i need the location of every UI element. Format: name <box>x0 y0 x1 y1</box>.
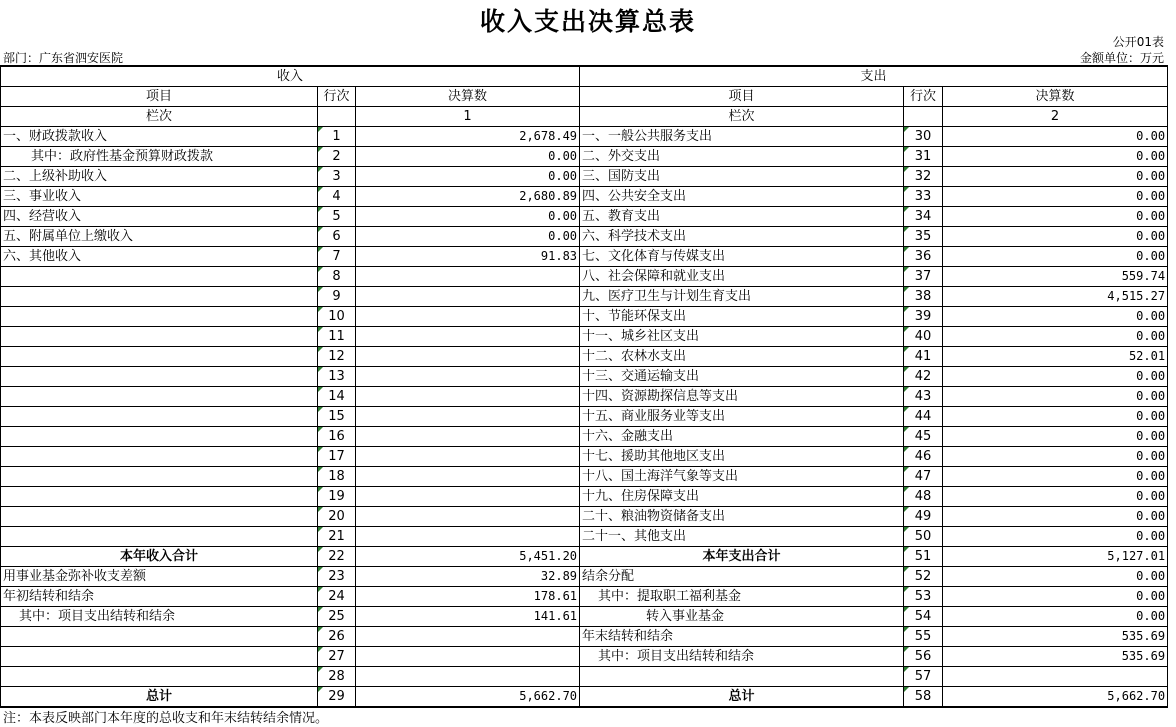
income-item-label <box>1 367 318 387</box>
line-header-right: 行次 <box>904 87 943 107</box>
income-line-number: 23 <box>318 567 356 587</box>
table-row <box>1 547 1168 567</box>
expense-item-label: 十四、资源勘探信息等支出 <box>580 387 904 407</box>
table-row <box>1 327 1168 347</box>
income-line-number: 26 <box>318 627 356 647</box>
expense-line-number: 39 <box>904 307 943 327</box>
table-row <box>1 147 1168 167</box>
table-row <box>1 367 1168 387</box>
expense-item-label: 六、科学技术支出 <box>580 227 904 247</box>
income-line-number: 19 <box>318 487 356 507</box>
expense-line-number: 41 <box>904 347 943 367</box>
table-row <box>1 187 1168 207</box>
income-item-label <box>1 307 318 327</box>
expense-line-number: 35 <box>904 227 943 247</box>
amount-header-left: 决算数 <box>356 87 580 107</box>
table-row <box>1 627 1168 647</box>
item-header-right: 项目 <box>580 87 904 107</box>
expense-item-label: 三、国防支出 <box>580 167 904 187</box>
expense-header: 支出 <box>580 66 1168 87</box>
expense-amount: 535.69 <box>943 647 1168 667</box>
expense-item-label: 二、外交支出 <box>580 147 904 167</box>
expense-amount: 0.00 <box>943 427 1168 447</box>
expense-amount: 0.00 <box>943 147 1168 167</box>
income-item-label <box>1 487 318 507</box>
income-line-number: 11 <box>318 327 356 347</box>
expense-amount: 0.00 <box>943 247 1168 267</box>
income-line-number: 14 <box>318 387 356 407</box>
expense-line-number: 51 <box>904 547 943 567</box>
income-amount <box>356 527 580 547</box>
income-amount <box>356 387 580 407</box>
income-amount <box>356 347 580 367</box>
footnote: 注：本表反映部门本年度的总收支和年末结转结余情况。 <box>3 711 329 726</box>
table-row <box>1 407 1168 427</box>
expense-amount: 0.00 <box>943 487 1168 507</box>
income-item-label <box>1 447 318 467</box>
income-line-number: 5 <box>318 207 356 227</box>
expense-amount: 0.00 <box>943 527 1168 547</box>
income-amount: 0.00 <box>356 167 580 187</box>
income-line-number: 9 <box>318 287 356 307</box>
expense-line-number: 40 <box>904 327 943 347</box>
expense-amount: 0.00 <box>943 467 1168 487</box>
expense-amount: 535.69 <box>943 627 1168 647</box>
table-row <box>1 567 1168 587</box>
expense-item-label: 八、社会保障和就业支出 <box>580 267 904 287</box>
expense-amount: 0.00 <box>943 507 1168 527</box>
expense-line-number: 48 <box>904 487 943 507</box>
income-amount <box>356 507 580 527</box>
expense-item-label: 结余分配 <box>580 567 904 587</box>
expense-amount: 0.00 <box>943 307 1168 327</box>
income-amount: 5,451.20 <box>356 547 580 567</box>
income-line-number: 20 <box>318 507 356 527</box>
expense-line-number: 58 <box>904 687 943 708</box>
expense-line-number: 34 <box>904 207 943 227</box>
expense-line-number: 44 <box>904 407 943 427</box>
expense-amount: 559.74 <box>943 267 1168 287</box>
column-blank-right <box>904 107 943 127</box>
expense-item-label: 五、教育支出 <box>580 207 904 227</box>
income-item-label <box>1 287 318 307</box>
expense-line-number: 49 <box>904 507 943 527</box>
income-item-label: 其中：项目支出结转和结余 <box>1 607 318 627</box>
income-item-label: 其中：政府性基金预算财政拨款 <box>1 147 318 167</box>
expense-item-label: 总计 <box>580 687 904 708</box>
expense-line-number: 50 <box>904 527 943 547</box>
table-row <box>1 587 1168 607</box>
expense-item-label: 十五、商业服务业等支出 <box>580 407 904 427</box>
income-amount <box>356 467 580 487</box>
department-label: 部门：广东省泗安医院 <box>3 51 124 65</box>
income-amount <box>356 407 580 427</box>
table-row <box>1 227 1168 247</box>
item-header-left: 项目 <box>1 87 318 107</box>
income-amount: 178.61 <box>356 587 580 607</box>
income-line-number: 3 <box>318 167 356 187</box>
income-amount: 2,680.89 <box>356 187 580 207</box>
table-row <box>1 447 1168 467</box>
income-line-number: 4 <box>318 187 356 207</box>
table-row <box>1 387 1168 407</box>
income-line-number: 12 <box>318 347 356 367</box>
income-amount: 0.00 <box>356 147 580 167</box>
expense-amount: 0.00 <box>943 447 1168 467</box>
income-amount <box>356 667 580 687</box>
income-expense-table <box>0 65 1168 708</box>
page-title: 收入支出决算总表 <box>479 7 696 36</box>
income-item-label <box>1 267 318 287</box>
column-number-1: 1 <box>356 107 580 127</box>
expense-item-label: 十七、援助其他地区支出 <box>580 447 904 467</box>
expense-line-number: 30 <box>904 127 943 147</box>
amount-header-right: 决算数 <box>943 87 1168 107</box>
table-row <box>1 647 1168 667</box>
income-item-label: 六、其他收入 <box>1 247 318 267</box>
income-amount <box>356 327 580 347</box>
expense-amount: 0.00 <box>943 207 1168 227</box>
expense-item-label: 十八、国土海洋气象等支出 <box>580 467 904 487</box>
table-row <box>1 427 1168 447</box>
expense-amount: 0.00 <box>943 607 1168 627</box>
expense-amount: 4,515.27 <box>943 287 1168 307</box>
expense-item-label: 二十、粮油物资储备支出 <box>580 507 904 527</box>
income-line-number: 8 <box>318 267 356 287</box>
income-line-number: 28 <box>318 667 356 687</box>
income-item-label: 年初结转和结余 <box>1 587 318 607</box>
income-item-label <box>1 347 318 367</box>
expense-line-number: 46 <box>904 447 943 467</box>
expense-line-number: 31 <box>904 147 943 167</box>
expense-item-label: 四、公共安全支出 <box>580 187 904 207</box>
table-row <box>1 347 1168 367</box>
expense-amount: 5,662.70 <box>943 687 1168 708</box>
income-item-label: 总计 <box>1 687 318 708</box>
income-amount <box>356 447 580 467</box>
income-item-label: 用事业基金弥补收支差额 <box>1 567 318 587</box>
expense-item-label: 转入事业基金 <box>580 607 904 627</box>
expense-line-number: 57 <box>904 667 943 687</box>
income-line-number: 18 <box>318 467 356 487</box>
expense-line-number: 56 <box>904 647 943 667</box>
table-row <box>1 687 1168 708</box>
income-line-number: 10 <box>318 307 356 327</box>
income-amount: 91.83 <box>356 247 580 267</box>
expense-item-label: 十六、金融支出 <box>580 427 904 447</box>
table-row <box>1 247 1168 267</box>
income-line-number: 13 <box>318 367 356 387</box>
expense-item-label: 十、节能环保支出 <box>580 307 904 327</box>
income-item-label: 本年收入合计 <box>1 547 318 567</box>
expense-line-number: 54 <box>904 607 943 627</box>
table-row <box>1 527 1168 547</box>
income-amount: 32.89 <box>356 567 580 587</box>
expense-item-label: 一、一般公共服务支出 <box>580 127 904 147</box>
expense-item-label: 七、文化体育与传媒支出 <box>580 247 904 267</box>
expense-amount: 0.00 <box>943 387 1168 407</box>
form-id: 公开01表 <box>1112 35 1164 49</box>
expense-item-label: 十三、交通运输支出 <box>580 367 904 387</box>
expense-line-number: 32 <box>904 167 943 187</box>
expense-item-label: 本年支出合计 <box>580 547 904 567</box>
expense-item-label: 十一、城乡社区支出 <box>580 327 904 347</box>
expense-amount: 0.00 <box>943 567 1168 587</box>
income-item-label: 五、附属单位上缴收入 <box>1 227 318 247</box>
income-amount <box>356 267 580 287</box>
income-item-label <box>1 507 318 527</box>
income-amount <box>356 307 580 327</box>
expense-item-label: 二十一、其他支出 <box>580 527 904 547</box>
table-row <box>1 607 1168 627</box>
income-amount: 141.61 <box>356 607 580 627</box>
expense-line-number: 55 <box>904 627 943 647</box>
expense-line-number: 43 <box>904 387 943 407</box>
income-item-label: 四、经营收入 <box>1 207 318 227</box>
income-line-number: 25 <box>318 607 356 627</box>
income-item-label: 一、财政拨款收入 <box>1 127 318 147</box>
expense-line-number: 53 <box>904 587 943 607</box>
expense-line-number: 52 <box>904 567 943 587</box>
column-header-left: 栏次 <box>1 107 318 127</box>
expense-amount: 0.00 <box>943 227 1168 247</box>
expense-item-label: 其中：项目支出结转和结余 <box>580 647 904 667</box>
income-item-label: 二、上级补助收入 <box>1 167 318 187</box>
expense-amount: 0.00 <box>943 407 1168 427</box>
income-line-number: 16 <box>318 427 356 447</box>
table-row <box>1 127 1168 147</box>
table-row <box>1 307 1168 327</box>
expense-line-number: 45 <box>904 427 943 447</box>
income-amount <box>356 487 580 507</box>
income-item-label <box>1 407 318 427</box>
income-amount: 0.00 <box>356 227 580 247</box>
expense-line-number: 33 <box>904 187 943 207</box>
expense-amount: 52.01 <box>943 347 1168 367</box>
unit-label: 金额单位：万元 <box>1079 51 1164 65</box>
table-row <box>1 207 1168 227</box>
expense-amount: 0.00 <box>943 367 1168 387</box>
income-amount <box>356 287 580 307</box>
table-row <box>1 487 1168 507</box>
income-amount: 5,662.70 <box>356 687 580 708</box>
income-amount: 2,678.49 <box>356 127 580 147</box>
income-line-number: 21 <box>318 527 356 547</box>
income-line-number: 17 <box>318 447 356 467</box>
income-line-number: 7 <box>318 247 356 267</box>
income-item-label <box>1 427 318 447</box>
expense-item-label <box>580 667 904 687</box>
table-row <box>1 667 1168 687</box>
income-item-label <box>1 647 318 667</box>
income-amount <box>356 367 580 387</box>
expense-amount: 5,127.01 <box>943 547 1168 567</box>
expense-line-number: 38 <box>904 287 943 307</box>
income-line-number: 24 <box>318 587 356 607</box>
expense-amount: 0.00 <box>943 327 1168 347</box>
income-line-number: 1 <box>318 127 356 147</box>
expense-line-number: 37 <box>904 267 943 287</box>
expense-amount: 0.00 <box>943 187 1168 207</box>
income-line-number: 22 <box>318 547 356 567</box>
line-header-left: 行次 <box>318 87 356 107</box>
table-row <box>1 267 1168 287</box>
income-amount <box>356 647 580 667</box>
expense-amount: 0.00 <box>943 127 1168 147</box>
income-item-label <box>1 387 318 407</box>
expense-line-number: 47 <box>904 467 943 487</box>
income-item-label <box>1 467 318 487</box>
income-amount <box>356 627 580 647</box>
income-amount <box>356 427 580 447</box>
income-item-label <box>1 667 318 687</box>
income-line-number: 2 <box>318 147 356 167</box>
expense-item-label: 十九、住房保障支出 <box>580 487 904 507</box>
expense-amount: 0.00 <box>943 587 1168 607</box>
income-header: 收入 <box>1 66 580 87</box>
income-item-label <box>1 327 318 347</box>
income-line-number: 27 <box>318 647 356 667</box>
expense-item-label: 九、医疗卫生与计划生育支出 <box>580 287 904 307</box>
table-row <box>1 167 1168 187</box>
income-amount: 0.00 <box>356 207 580 227</box>
column-blank-left <box>318 107 356 127</box>
column-number-2: 2 <box>943 107 1168 127</box>
expense-amount: 0.00 <box>943 167 1168 187</box>
expense-amount <box>943 667 1168 687</box>
expense-line-number: 36 <box>904 247 943 267</box>
income-line-number: 29 <box>318 687 356 708</box>
column-header-right: 栏次 <box>580 107 904 127</box>
expense-item-label: 年末结转和结余 <box>580 627 904 647</box>
expense-item-label: 其中：提取职工福利基金 <box>580 587 904 607</box>
income-line-number: 15 <box>318 407 356 427</box>
table-row <box>1 467 1168 487</box>
income-item-label <box>1 527 318 547</box>
income-item-label: 三、事业收入 <box>1 187 318 207</box>
table-row <box>1 507 1168 527</box>
expense-item-label: 十二、农林水支出 <box>580 347 904 367</box>
income-item-label <box>1 627 318 647</box>
income-line-number: 6 <box>318 227 356 247</box>
expense-line-number: 42 <box>904 367 943 387</box>
table-row <box>1 287 1168 307</box>
